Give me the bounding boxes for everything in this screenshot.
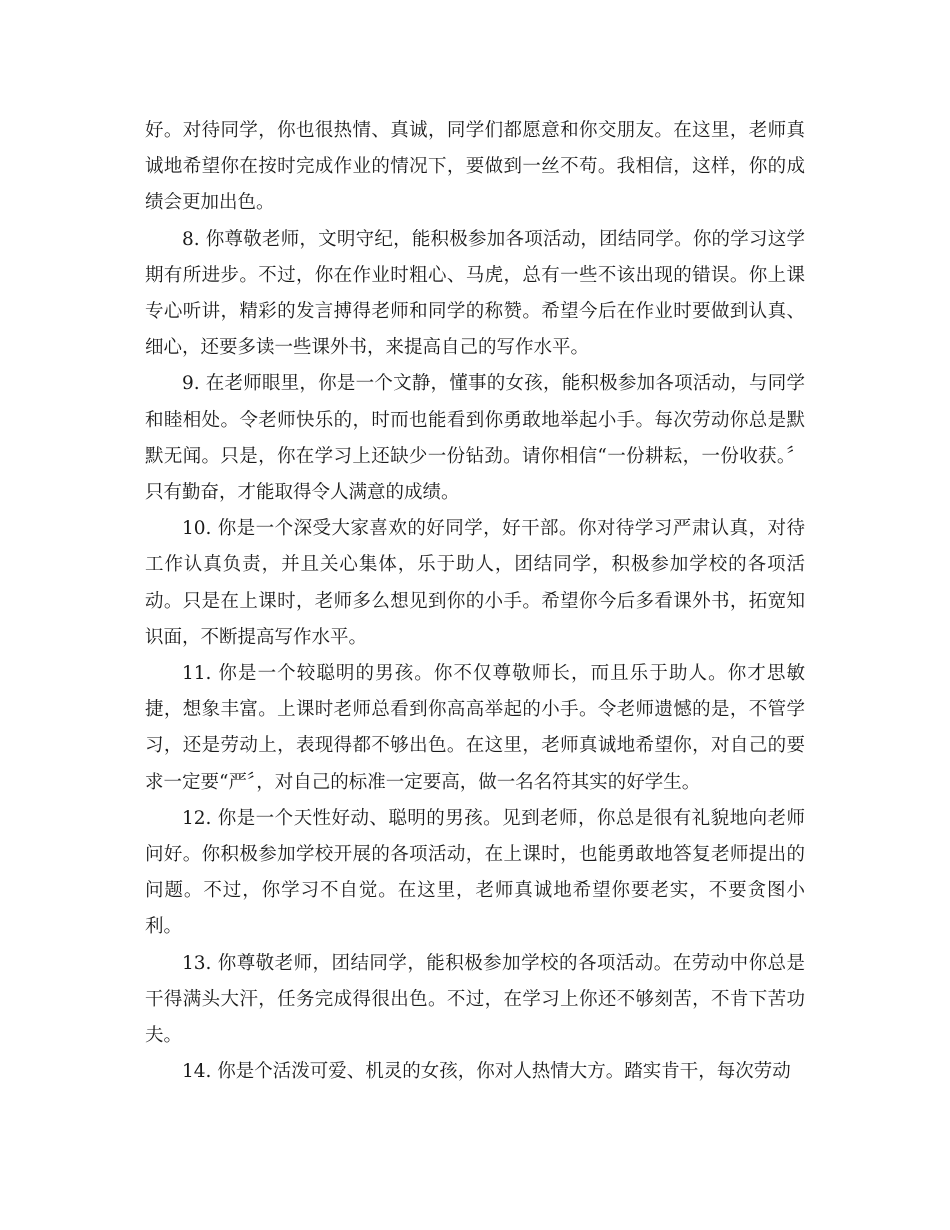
paragraph-13: 13. 你尊敬老师，团结同学，能积极参加学校的各项活动。在劳动中你总是干得满头大汗，任务完成得很出色。不过，在学习上你还不够刻苦，不肯下苦功夫。 [145,952,805,1047]
paragraph-9: 9. 在老师眼里，你是一个文静，懂事的女孩，能积极参加各项活动，与同学和睦相处。令老师快乐的，时而也能看到你勇敢地举起小手。每次劳动你总是默默无闻。只是，你在学习上还缺少一份钻劲。请你相信“一份耕耘，一份收获。〞只有勤奋，才能取得令人满意的成绩。 [145,373,805,504]
paragraph-11: 11. 你是一个较聪明的男孩。你不仅尊敬师长，而且乐于助人。你才思敏捷，想象丰富。上课时老师总看到你高高举起的小手。令老师遗憾的是，不管学习，还是劳动上，表现得都不够出色。在这里，老师真诚地希望你，对自己的要求一定要“严〞，对自己的标准一定要高，做一名名符其实的好学生。 [145,663,805,793]
document-body [145,113,805,1090]
paragraph-14-start: 14. 你是个活泼可爱、机灵的女孩，你对人热情大方。踏实肯干，每次劳动 [182,1061,791,1083]
paragraph-12: 12. 你是一个天性好动、聪明的男孩。见到老师，你总是很有礼貌地向老师问好。你积极参加学校开展的各项活动，在上课时，也能勇敢地答复老师提出的问题。不过，你学习不自觉。在这里，老师真诚地希望你要老实，不要贪图小利。 [145,807,805,938]
paragraph-10: 10. 你是一个深受大家喜欢的好同学，好干部。你对待学习严肃认真，对待工作认真负责，并且关心集体，乐于助人，团结同学，积极参加学校的各项活动。只是在上课时，老师多么想见到你的小手。希望你今后多看课外书，拓宽知识面，不断提高写作水平。 [145,518,805,648]
paragraph-7-continued: 好。对待同学，你也很热情、真诚，同学们都愿意和你交朋友。在这里，老师真诚地希望你在按时完成作业的情况下，要做到一丝不苟。我相信，这样，你的成绩会更加出色。 [145,120,805,214]
paragraph-8: 8. 你尊敬老师，文明守纪，能积极参加各项活动，团结同学。你的学习这学期有所进步。不过，你在作业时粗心、马虎，总有一些不该出现的错误。你上课专心听讲，精彩的发言搏得老师和同学的称赞。希望今后在作业时要做到认真、细心，还要多读一些课外书，来提高自己的写作水平。 [145,228,805,359]
